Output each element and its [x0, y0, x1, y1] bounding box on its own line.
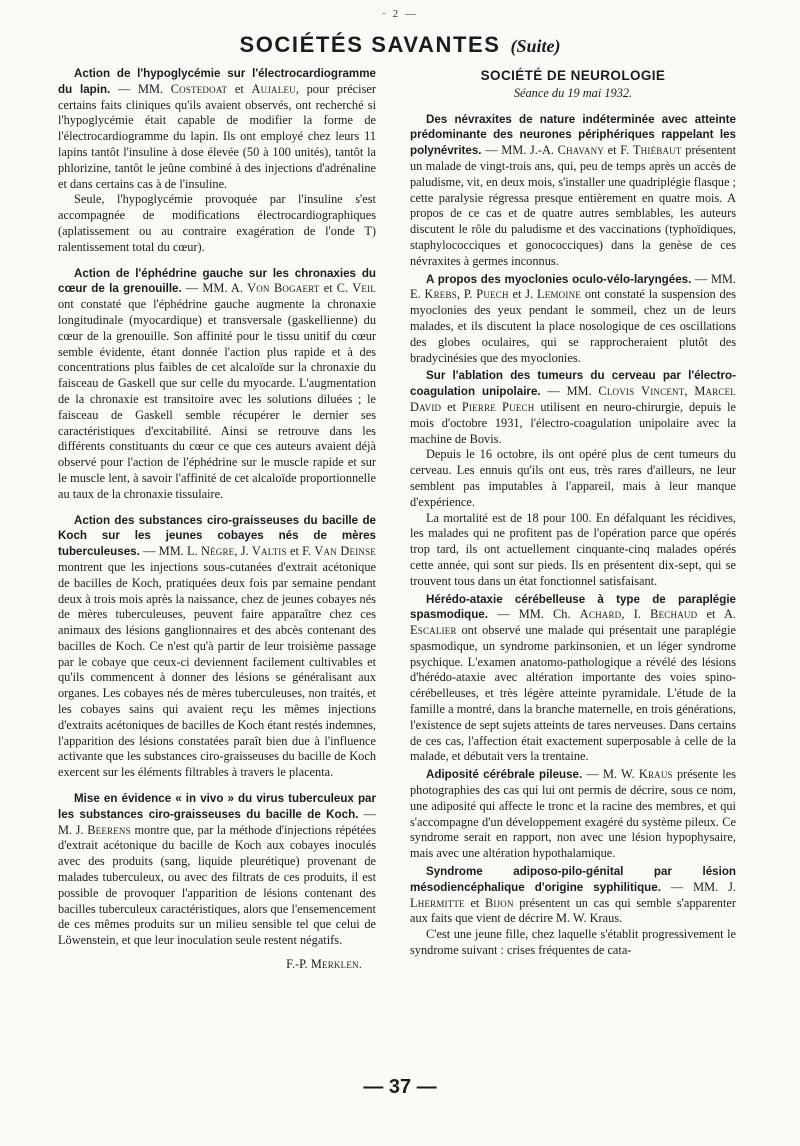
article-body: ont constaté la suspension des myoclonies des yeux pendant le sommeil, chez un de leurs malades, et ils discutent la place nosologique de ces oscillations des globes oculaires, qui se rapprocheraient plutôt des bradycinésies que des myoclonies. [410, 287, 736, 365]
article-heading: Action de l'éphédrine gauche sur les chronaxies du cœur de la grenouille. [58, 266, 376, 296]
connector: , J. [234, 544, 252, 559]
article-paragraph [58, 513, 376, 782]
article-lead: — M. W. [582, 767, 639, 782]
article-myoclonies [410, 272, 736, 367]
author-name: Beerens [87, 822, 131, 837]
top-page-mark: · 2 — [382, 8, 418, 20]
article-lead: — MM. L. [139, 544, 201, 559]
author-name: Krebs [424, 287, 457, 302]
connector: et A. [697, 607, 736, 622]
author-name: Marcel David [410, 384, 737, 414]
author-name: Von Bogaert [247, 281, 320, 296]
article-heading: Des névraxites de nature indéterminée avec atteinte prédominante des neurones périphériques rappelant les polynévrites. [410, 112, 736, 158]
article-paragraph: Depuis le 16 octobre, ils ont opéré plus de cent tumeurs du cerveau. Les ennuis qu'ils ont eus, très rares d'ailleurs, ne leur semblent pas imputables à l'appareil, mais à leur manque d'expérience. [410, 447, 736, 509]
article-body: utilisent en neuro-chirurgie, depuis le mois d'octobre 1931, l'électro-coagulation unipolaire avec la machine de Bovis. [410, 399, 737, 446]
author-name: Nègre [200, 544, 235, 559]
author-name: Aujaleu [251, 81, 296, 96]
connector: et [464, 895, 485, 910]
article-hypoglycemie [58, 66, 376, 256]
article-paragraph [58, 66, 376, 192]
article-adiposite [410, 767, 736, 862]
article-body: montre que, par la méthode d'injections répétées d'extrait acétonique du bacille de Koch aux cobayes inoculés avec des produits (sang, liquide pleurétique) provenant de malades tuberculeux, ou avec des filtrats de ces produits, il est possible de provoquer l'apparition de lésions contenant des bacilles tuberculeux caractéristiques, alors que l'ensemencement de ces mêmes produits sur un milieu sensible tel que celui de Löwenstein, et que leur inoculation seule restent négatifs. [58, 822, 377, 948]
article-heading: Action des substances ciro-graisseuses du bacille de Koch sur les jeunes cobayes nés de mères tuberculeuses. [58, 513, 376, 559]
author-name: Escalier [410, 623, 457, 638]
signature-initials: F.-P. [286, 957, 311, 972]
article-lead: — MM. Ch. [487, 607, 580, 622]
article-lead: — MM. [540, 384, 599, 399]
connector: et [227, 81, 252, 96]
author-name: Puech [476, 287, 509, 302]
article-virus-tuberculeux [58, 791, 376, 949]
page-header [0, 34, 800, 56]
article-lead: — MM. J. [660, 879, 736, 894]
article-ciro-graisseuses [58, 513, 376, 782]
article-heading: Sur l'ablation des tumeurs du cerveau par l'électro-coagulation unipolaire. [410, 369, 736, 399]
connector: et F. [603, 143, 633, 158]
article-paragraph [410, 592, 736, 766]
connector: , P. [456, 287, 477, 302]
article-heredo-ataxie [410, 592, 736, 766]
article-paragraph [410, 368, 736, 447]
session-date: Séance du 19 mai 1932. [513, 85, 633, 100]
connector: , [684, 384, 695, 399]
article-paragraph [410, 272, 736, 367]
article-heading: A propos des myoclonies oculo-vélo-laryngées. [426, 272, 692, 286]
article-lead: — MM. J.-A. [481, 143, 558, 158]
article-nevraxites [410, 112, 736, 270]
author-name: Valtis [251, 544, 287, 559]
author-name: Pierre Puech [461, 399, 535, 414]
author-name: Lemoine [537, 287, 581, 302]
right-column [410, 66, 736, 959]
author-name: Bijon [484, 895, 514, 910]
connector: et J. [508, 287, 538, 302]
article-heading: Hérédo-ataxie cérébelleuse à type de paraplégie spasmodique. [410, 592, 736, 622]
article-body: montrent que les injections sous-cutanées d'extrait acétonique de bacilles de Koch, pratiquées deux fois par semaine pendant deux à trois mois après la naissance, chez de jeunes cobayes nés de mères tuberculeuses, peuvent faire apparaître chez ces animaux des lésions ganglionnaires et des abcès contenant des bacilles de Koch. Ce n'est qu'à partir de leur troisième passage par le cobaye que ceux-ci deviennent facilement cultivables et qu'ils commencent à donner des lésions se généralisant aux organes. Les cobayes nés de mères tuberculeuses, non traités, et les cobayes sains qui avaient reçu les mêmes injections d'extraits acétoniques de bacilles de Koch étant restés indemnes, l'apparition des lésions constatées paraît bien due à l'influence activante que les substances ciro-graisseuses du bacille de Koch exercent sur les éléments filtrables à travers le placenta. [58, 559, 376, 780]
article-body: présente les photographies des cas qui lui ont permis de décrire, sous ce nom, une adiposité qui affecte le tronc et la racine des membres, et qui s'accompagne d'un développement exagéré du système pileux. Ce syndrome serait en rapport, non avec une lésion hypophysaire, mais avec une altération hypothalamique. [410, 767, 736, 861]
article-paragraph [410, 767, 736, 862]
connector: , I. [621, 607, 651, 622]
author-name: Costedoat [170, 81, 228, 96]
author-name: Lhermitte [410, 895, 465, 910]
article-syndrome-adiposo [410, 864, 736, 959]
article-lead: — M. J. [58, 806, 376, 837]
author-name: Chavany [557, 143, 604, 158]
article-paragraph: La mortalité est de 18 pour 100. En défalquant les récidives, les malades qui ne profitent pas de l'opération parce que opérés trop tard, ils ont actuellement cinquante-cinq malades opérés cette année, qui sont sur pieds. Ils en présentent dix-sept, qui se trouvent tous dans un état fonctionnel satisfaisant. [410, 510, 736, 588]
article-paragraph [410, 864, 736, 927]
article-paragraph: Seule, l'hypoglycémie provoquée par l'insuline s'est accompagnée de modifications électrocardiographiques (aplatissement ou au contraire exagération de l'onde T) ralentissement total du cœur). [58, 192, 376, 254]
author-name: Achard [579, 607, 622, 622]
author-name: Veil [352, 281, 377, 296]
article-lead: — MM. A. [181, 281, 248, 296]
article-lead: — MM. [110, 81, 171, 96]
article-tumeurs-cerveau [410, 368, 736, 589]
article-body: présentent un malade de vingt-trois ans, qui, peu de temps après un accès de paludisme, vit, en deux mois, s'installer une quadriplégie flasque ; cette paralysie régressa presque entièrement en quatre mois. A propos de ce cas et de quatre autres semblables, les auteurs discutent le rôle du paludisme et des vaccinations (typhoïdiques, staphylococciques et gonococciques) dans la genèse de ces névraxites à germes inconnus. [410, 143, 736, 268]
signature-name: Merklen. [310, 957, 362, 972]
article-paragraph: C'est une jeune fille, chez laquelle s'établit progressivement le syndrome suivant : crises fréquentes de cata- [410, 927, 736, 958]
signature [58, 957, 376, 973]
author-name: Van Deinse [314, 544, 376, 559]
article-heading: Action de l'hypoglycémie sur l'électrocardiogramme du lapin. [58, 67, 376, 96]
author-name: Bechaud [650, 607, 698, 622]
section-title: SOCIÉTÉS SAVANTES [239, 32, 501, 57]
article-lead: — MM. E. [410, 271, 736, 302]
article-paragraph [58, 791, 376, 949]
connector: et F. [286, 544, 315, 559]
left-column [58, 66, 376, 973]
article-ephedrine [58, 266, 376, 503]
article-body: , pour préciser certains faits cliniques qu'ils avaient observés, ont recherché si l'hypoglycémie était capable de modifier la forme de l'électrocardiogramme du lapin. Ils ont employé chez leurs 11 lapins tantôt l'insuline à dose élevée (50 à 100 unités), tantôt la phlorizine, tantôt le jeûne combiné à des injections d'adrénaline et dans certains cas à de l'insuline. [58, 81, 376, 191]
author-name: Clovis Vincent [598, 384, 685, 399]
connector: et C. [319, 281, 353, 296]
article-heading: Adiposité cérébrale pileuse. [426, 768, 583, 782]
article-paragraph [58, 266, 376, 503]
section-suite: (Suite) [510, 36, 561, 56]
article-heading: Mise en évidence « in vivo » du virus tuberculeux par les substances ciro-graisseuses du bacille de Koch. [58, 792, 376, 821]
article-body: ont constaté que l'éphédrine gauche augmente la chronaxie longitudinale (myocardique) et transversale (gaskellienne) du cœur de la grenouille. Son affinité pour le tissu unitif du cœur semble évidente, étant donnée l'action plus rapide et à des concentrations plus faibles de cet alcaloïde sur la chronaxie du faisceau de Gaskell que sur celle du myocarde. L'augmentation de la chronaxie est transitoire avec les solutions diluées ; le faisceau de Gaskell semble récupérer le dernier ses caractéristiques d'excitabilité. Ainsi se retrouve dans les différents constituants du cœur ce que ces auteurs avaient déjà observé pour l'action de l'éphédrine sur le muscle rapide et sur le muscle lent, à savoir l'affinité de cet alcaloïde proportionnelle au taux de la chronaxie tissulaire. [58, 297, 376, 501]
society-title: SOCIÉTÉ DE NEUROLOGIE [480, 68, 666, 83]
author-name: Thiébaut [632, 143, 682, 158]
author-name: Kraus [638, 767, 673, 782]
connector: et [441, 399, 462, 414]
article-paragraph [410, 112, 736, 270]
page-number: — 37 — [363, 1076, 437, 1098]
article-body: présentent un cas qui semble s'apparenter aux faits que vient de décrire M. W. Kraus. [410, 895, 736, 926]
article-heading: Syndrome adiposo-pilo-génital par lésion mésodiencéphalique d'origine syphilitique. [410, 865, 736, 894]
article-body: ont observé une malade qui présentait une paraplégie spasmodique, un syndrome parkinsonien, et un léger syndrome psychique. L'examen anatomo-pathologique a révélé des lésions d'hérédo-ataxie avec altération importante des voies spino-cérébelleuses, et très légère atteinte pyramidale. L'étude de la famille a montré, dans la branche maternelle, en trois générations, l'existence de sept sujets atteints de tares nerveuses. Dans certains de ces cas, l'affection était exactement superposable à celle de la malade, et débutait vers la trentaine. [410, 623, 736, 764]
